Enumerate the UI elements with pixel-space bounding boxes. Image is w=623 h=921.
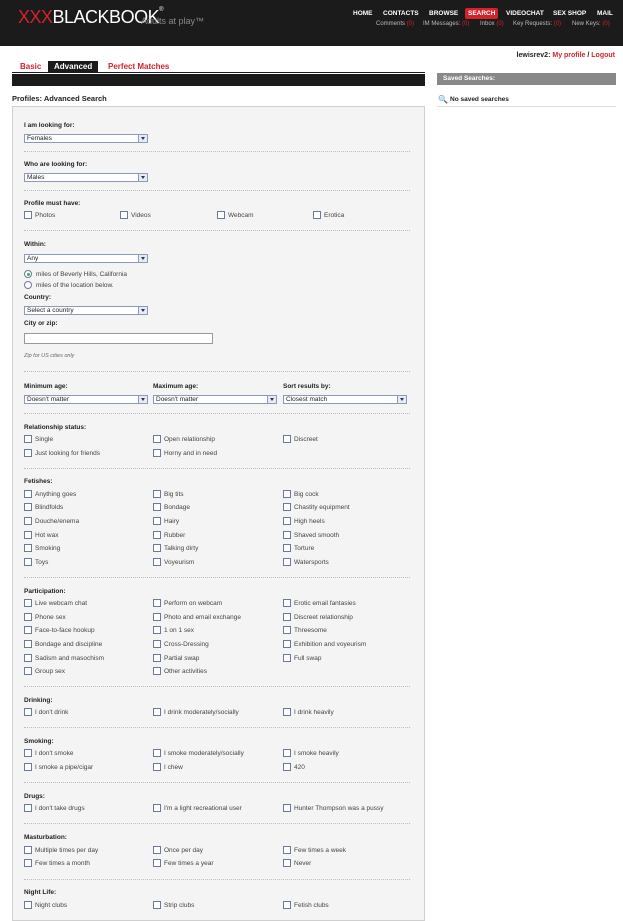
- smoking-checkbox[interactable]: [283, 749, 291, 757]
- smoking-checkbox[interactable]: [24, 749, 32, 757]
- participation-label: 1 on 1 sex: [164, 627, 194, 634]
- drinking-checkbox[interactable]: [153, 708, 161, 716]
- fetish-label: High heels: [294, 518, 325, 525]
- smoking-option: I don't smoke: [35, 750, 74, 757]
- participation-checkbox[interactable]: [283, 626, 291, 634]
- sort-label: Sort results by:: [283, 383, 331, 390]
- fetish-checkbox[interactable]: [153, 490, 161, 498]
- search-icon: 🔍: [438, 95, 448, 104]
- participation-label: Discreet relationship: [294, 614, 353, 621]
- radio-current-location-label: miles of Beverly Hills, California: [36, 271, 128, 278]
- participation-label: Other activities: [164, 668, 207, 675]
- masturbation-option: Few times a month: [35, 860, 90, 867]
- photos-label: Photos: [35, 212, 56, 219]
- fetish-checkbox[interactable]: [24, 490, 32, 498]
- divider: [24, 230, 410, 231]
- radio-location-below-label: miles of the location below.: [36, 282, 114, 289]
- chevron-down-icon: [138, 396, 147, 403]
- city-label: City or zip:: [24, 320, 58, 327]
- my-profile-link[interactable]: My profile: [552, 52, 586, 59]
- participation-checkbox[interactable]: [153, 654, 161, 662]
- photos-checkbox[interactable]: [24, 211, 32, 219]
- fetish-checkbox[interactable]: [283, 503, 291, 511]
- country-label: Country:: [24, 294, 52, 301]
- nightlife-checkbox[interactable]: [24, 901, 32, 909]
- single-label: Single: [35, 436, 54, 443]
- drugs-checkbox[interactable]: [24, 804, 32, 812]
- participation-checkbox[interactable]: [24, 640, 32, 648]
- sort-select[interactable]: Closest match: [283, 395, 407, 404]
- horny-checkbox[interactable]: [153, 449, 161, 457]
- drugs-option: I don't take drugs: [35, 805, 85, 812]
- fetishes-label: Fetishes:: [24, 478, 53, 485]
- divider: [437, 106, 616, 107]
- participation-checkbox[interactable]: [153, 599, 161, 607]
- discreet-checkbox[interactable]: [283, 435, 291, 443]
- city-zip-input[interactable]: [24, 333, 213, 344]
- participation-checkbox[interactable]: [283, 599, 291, 607]
- masturbation-option: Never: [294, 860, 312, 867]
- subnav-key-requests[interactable]: Key Requests: (0): [513, 21, 562, 27]
- smoking-option: I smoke moderately/socially: [164, 750, 244, 757]
- zip-hint: Zip for US cities only: [24, 353, 75, 359]
- fetish-checkbox[interactable]: [283, 544, 291, 552]
- divider: [24, 686, 410, 687]
- participation-label: Participation:: [24, 588, 66, 595]
- drugs-checkbox[interactable]: [153, 804, 161, 812]
- no-saved-searches: No saved searches: [450, 96, 509, 103]
- videos-checkbox[interactable]: [120, 211, 128, 219]
- page-title: Profiles: Advanced Search: [12, 94, 107, 103]
- masturbation-checkbox[interactable]: [153, 846, 161, 854]
- divider: [24, 190, 410, 191]
- fetish-checkbox[interactable]: [153, 503, 161, 511]
- participation-checkbox[interactable]: [24, 599, 32, 607]
- chevron-down-icon: [138, 255, 147, 262]
- fetish-checkbox[interactable]: [153, 517, 161, 525]
- chevron-down-icon: [138, 174, 147, 181]
- must-have-label: Profile must have:: [24, 200, 81, 207]
- erotica-checkbox[interactable]: [313, 211, 321, 219]
- participation-label: Face-to-face hookup: [35, 627, 95, 634]
- max-age-select[interactable]: Doesn't matter: [153, 395, 277, 404]
- masturbation-option: Multiple times per day: [35, 847, 99, 854]
- subnav-inbox[interactable]: Inbox (0): [480, 21, 504, 27]
- fetish-label: Douche/enema: [35, 518, 80, 525]
- participation-label: Cross-Dressing: [164, 641, 209, 648]
- participation-checkbox[interactable]: [24, 667, 32, 675]
- drugs-option: Hunter Thompson was a pussy: [294, 805, 384, 812]
- smoking-option: 420: [294, 764, 305, 771]
- smoking-option: I chew: [164, 764, 183, 771]
- fetish-label: Big tits: [164, 491, 184, 498]
- nightlife-option: Fetish clubs: [294, 902, 329, 909]
- nav-home[interactable]: HOME: [353, 10, 373, 17]
- webcam-checkbox[interactable]: [217, 211, 225, 219]
- nav-mail[interactable]: MAIL: [597, 10, 613, 17]
- smoking-option: I smoke heavily: [294, 750, 339, 757]
- fetish-checkbox[interactable]: [24, 544, 32, 552]
- drugs-option: I'm a light recreational user: [164, 805, 242, 812]
- nav-search[interactable]: SEARCH: [465, 8, 498, 19]
- fetish-checkbox[interactable]: [24, 531, 32, 539]
- masturbation-option: Few times a year: [164, 860, 214, 867]
- tab-underline: [12, 72, 425, 73]
- fetish-checkbox[interactable]: [153, 558, 161, 566]
- fetish-label: Blindfolds: [35, 504, 64, 511]
- looking-for-label: I am looking for:: [24, 122, 75, 129]
- fetish-label: Toys: [35, 559, 49, 566]
- participation-label: Live webcam chat: [35, 600, 88, 607]
- fetish-checkbox[interactable]: [283, 558, 291, 566]
- fetish-label: Chastity equipment: [294, 504, 350, 511]
- chevron-down-icon: [267, 396, 276, 403]
- divider: [24, 468, 410, 469]
- within-label: Within:: [24, 241, 46, 248]
- who-looking-label: Who are looking for:: [24, 161, 88, 168]
- divider: [24, 782, 410, 783]
- divider: [24, 879, 410, 880]
- relationship-label: Relationship status:: [24, 424, 87, 431]
- divider: [24, 823, 410, 824]
- logout-link[interactable]: Logout: [591, 52, 615, 59]
- masturbation-checkbox[interactable]: [24, 859, 32, 867]
- radio-current-location[interactable]: [24, 270, 32, 278]
- smoking-checkbox[interactable]: [153, 763, 161, 771]
- fetish-label: Watersports: [294, 559, 329, 566]
- erotica-label: Erotica: [324, 212, 345, 219]
- fetish-label: Torture: [294, 545, 315, 552]
- open-relationship-label: Open relationship: [164, 436, 215, 443]
- nightlife-label: Night Life:: [24, 889, 57, 896]
- smoking-checkbox[interactable]: [283, 763, 291, 771]
- chevron-down-icon: [138, 135, 147, 142]
- divider: [24, 371, 410, 372]
- fetish-label: Bondage: [164, 504, 191, 511]
- within-select[interactable]: Any: [24, 254, 148, 263]
- country-select[interactable]: Select a country: [24, 306, 148, 315]
- nightlife-checkbox[interactable]: [153, 901, 161, 909]
- participation-checkbox[interactable]: [24, 613, 32, 621]
- participation-label: Sadism and masochism: [35, 655, 104, 662]
- drugs-checkbox[interactable]: [283, 804, 291, 812]
- participation-label: Phone sex: [35, 614, 66, 621]
- fetish-checkbox[interactable]: [283, 517, 291, 525]
- fetish-checkbox[interactable]: [24, 558, 32, 566]
- drinking-option: I don't drink: [35, 709, 69, 716]
- chevron-down-icon: [397, 396, 406, 403]
- fetish-checkbox[interactable]: [153, 544, 161, 552]
- fetish-checkbox[interactable]: [24, 503, 32, 511]
- masturbation-checkbox[interactable]: [283, 859, 291, 867]
- smoking-checkbox[interactable]: [24, 763, 32, 771]
- divider: [24, 727, 410, 728]
- subnav-im[interactable]: IM Messages: (0): [423, 21, 470, 27]
- drinking-label: Drinking:: [24, 697, 53, 704]
- saved-searches-header: Saved Searches:: [437, 73, 616, 85]
- fetish-label: Smoking: [35, 545, 61, 552]
- nightlife-option: Strip clubs: [164, 902, 195, 909]
- masturbation-label: Masturbation:: [24, 834, 67, 841]
- tagline: Adults at play™: [141, 16, 205, 26]
- fetish-checkbox[interactable]: [283, 490, 291, 498]
- participation-label: Full swap: [294, 655, 322, 662]
- drinking-checkbox[interactable]: [24, 708, 32, 716]
- fetish-label: Shaved smooth: [294, 532, 340, 539]
- tab-advanced[interactable]: Advanced: [48, 61, 98, 72]
- participation-label: Exhibition and voyeurism: [294, 641, 367, 648]
- site-logo[interactable]: XXXBLACKBOOK®: [18, 7, 163, 27]
- fetish-checkbox[interactable]: [153, 531, 161, 539]
- divider: [24, 151, 410, 152]
- participation-checkbox[interactable]: [283, 654, 291, 662]
- subnav-comments[interactable]: Comments (0): [376, 21, 415, 27]
- participation-checkbox[interactable]: [153, 640, 161, 648]
- participation-label: Photo and email exchange: [164, 614, 241, 621]
- participation-checkbox[interactable]: [153, 626, 161, 634]
- subnav-new-keys[interactable]: New Keys: (0): [572, 21, 610, 27]
- nav-contacts[interactable]: CONTACTS: [383, 10, 419, 17]
- participation-checkbox[interactable]: [283, 640, 291, 648]
- fetish-label: Hairy: [164, 518, 180, 525]
- participation-label: Group sex: [35, 668, 65, 675]
- participation-checkbox[interactable]: [24, 626, 32, 634]
- horny-label: Horny and in need: [164, 450, 218, 457]
- content-header-bar: [12, 74, 425, 86]
- nightlife-option: Night clubs: [35, 902, 68, 909]
- masturbation-option: Once per day: [164, 847, 204, 854]
- participation-checkbox[interactable]: [24, 654, 32, 662]
- tab-perfect-matches[interactable]: Perfect Matches: [108, 62, 170, 71]
- participation-label: Threesome: [294, 627, 327, 634]
- fetish-checkbox[interactable]: [283, 531, 291, 539]
- participation-checkbox[interactable]: [153, 667, 161, 675]
- friends-label: Just looking for friends: [35, 450, 101, 457]
- videos-label: Videos: [131, 212, 151, 219]
- webcam-label: Webcam: [228, 212, 254, 219]
- nightlife-checkbox[interactable]: [283, 901, 291, 909]
- fetish-label: Rubber: [164, 532, 186, 539]
- participation-checkbox[interactable]: [153, 613, 161, 621]
- fetish-checkbox[interactable]: [24, 517, 32, 525]
- min-age-select[interactable]: Doesn't matter: [24, 395, 148, 404]
- drinking-option: I drink heavily: [294, 709, 334, 716]
- smoking-option: I smoke a pipe/cigar: [35, 764, 94, 771]
- nav-sex-shop[interactable]: SEX SHOP: [553, 10, 587, 17]
- chevron-down-icon: [138, 307, 147, 314]
- fetish-label: Big cock: [294, 491, 319, 498]
- masturbation-checkbox[interactable]: [24, 846, 32, 854]
- masturbation-checkbox[interactable]: [283, 846, 291, 854]
- who-looking-select[interactable]: Males: [24, 173, 148, 182]
- participation-label: Partial swap: [164, 655, 200, 662]
- masturbation-option: Few times a week: [294, 847, 347, 854]
- open-relationship-checkbox[interactable]: [153, 435, 161, 443]
- participation-label: Erotic email fantasies: [294, 600, 356, 607]
- masturbation-checkbox[interactable]: [153, 859, 161, 867]
- divider: [24, 577, 410, 578]
- fetish-label: Talking dirty: [164, 545, 199, 552]
- drinking-option: I drink moderately/socially: [164, 709, 239, 716]
- fetish-label: Voyeurism: [164, 559, 195, 566]
- fetish-label: Hot wax: [35, 532, 59, 539]
- participation-label: Bondage and discipline: [35, 641, 103, 648]
- looking-for-select[interactable]: Females: [24, 134, 148, 143]
- participation-label: Perform on webcam: [164, 600, 223, 607]
- tab-basic[interactable]: Basic: [20, 62, 42, 71]
- friends-checkbox[interactable]: [24, 449, 32, 457]
- single-checkbox[interactable]: [24, 435, 32, 443]
- divider: [24, 413, 410, 414]
- smoking-label: Smoking:: [24, 738, 54, 745]
- drinking-checkbox[interactable]: [283, 708, 291, 716]
- search-form-panel: [12, 106, 425, 921]
- nav-videochat[interactable]: VIDEOCHAT: [506, 10, 544, 17]
- discreet-label: Discreet: [294, 436, 318, 443]
- participation-checkbox[interactable]: [283, 613, 291, 621]
- user-line: lewisrev2: My profile / Logout: [516, 52, 615, 59]
- fetish-label: Anything goes: [35, 491, 77, 498]
- min-age-label: Minimum age:: [24, 383, 68, 390]
- smoking-checkbox[interactable]: [153, 749, 161, 757]
- max-age-label: Maximum age:: [153, 383, 199, 390]
- drugs-label: Drugs:: [24, 793, 45, 800]
- nav-browse[interactable]: BROWSE: [429, 10, 459, 17]
- radio-location-below[interactable]: [24, 281, 32, 289]
